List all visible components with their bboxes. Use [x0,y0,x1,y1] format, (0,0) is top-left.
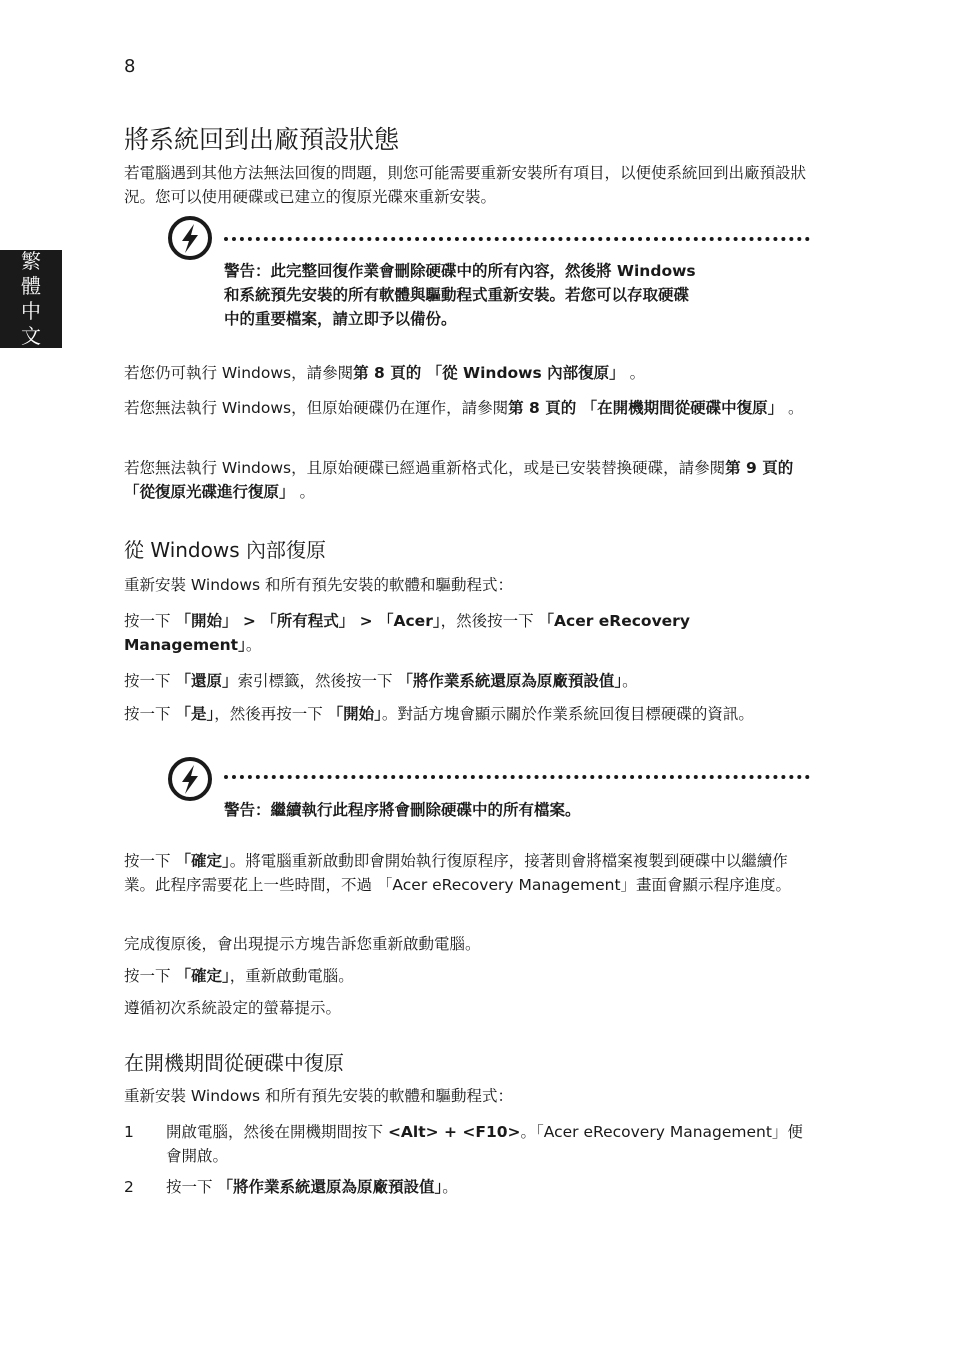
list-number: 1 [124,1123,134,1141]
step-paragraph [124,609,814,657]
text: 按一下 [124,705,176,723]
cross-reference-link[interactable]: 第 8 頁的 「從 Windows 內部復原」 [353,364,625,382]
text: ，然後按一下 [440,612,539,630]
side-tab-char: 文 [21,324,41,348]
text: ，重新啟動電腦。 [229,967,354,985]
text: 。 [294,483,315,501]
intro-paragraph: 若電腦遇到其他方法無法回復的問題，則您可能需要重新安裝所有項目，以便使系統回到出廠預設狀況。您可以使用硬碟或已建立的復原光碟來重新安裝。 [124,164,807,206]
text: 按一下 [124,612,176,630]
text: 。 [622,672,638,690]
warning-divider [224,775,810,779]
page-number: 8 [124,56,136,77]
warning-text [224,259,784,331]
warning-bolt-icon [167,756,213,802]
text: 若您無法執行 Windows，但原始硬碟仍在運作，請參閱 [124,399,509,417]
warning-text: 警告：繼續執行此程序將會刪除硬碟中的所有檔案。 [224,801,581,819]
warning-line: 警告：此完整回復作業會刪除硬碟中的所有內容，然後將 Windows [224,262,696,280]
section-heading: 在開機期間從硬碟中復原 [124,1051,344,1075]
paragraph [124,456,814,504]
text: 索引標籤，然後按一下 [237,672,398,690]
text: 開啟電腦，然後在開機期間按下 [166,1123,388,1141]
side-tab-char: 繁 [21,249,41,273]
text: 按一下 [124,967,176,985]
step-paragraph [124,702,814,726]
key-combo: <Alt> + <F10> [387,1123,521,1141]
paragraph [124,396,814,420]
step-paragraph: 遵循初次系統設定的螢幕提示。 [124,999,342,1017]
cross-reference-link[interactable]: 第 8 頁的 「在開機期間從硬碟中復原」 [508,399,784,417]
ui-label: 「確定」 [175,852,230,870]
text: 。 [245,636,262,654]
ui-label: 「是」 [175,705,215,723]
warning-line: 中的重要檔案，請立即予以備份。 [224,310,457,328]
step-paragraph [124,964,814,988]
cross-reference-link[interactable]: 第 9 頁的 「從復原光碟進行復原」 [124,459,794,501]
section-intro: 重新安裝 Windows 和所有預先安裝的軟體和驅動程式： [124,576,514,594]
section-heading: 從 Windows 內部復原 [124,538,326,562]
step-paragraph: 完成復原後，會出現提示方塊告訴您重新啟動電腦。 [124,935,481,953]
text: 按一下 [124,672,176,690]
ui-label: 「Acer eRecovery Management」 [124,612,690,654]
section-intro: 重新安裝 Windows 和所有預先安裝的軟體和驅動程式： [124,1087,514,1105]
ui-label: 「開始」 > 「所有程式」 > 「Acer」 [175,612,441,630]
text: 。「Acer eRecovery Management」便會開啟。 [166,1123,803,1165]
ui-label: 「將作業系統還原為原廠預設值」 [217,1178,443,1196]
text: 按一下 [124,852,176,870]
language-side-tab [0,250,62,348]
list-text [166,1120,806,1168]
text: 。 [442,1178,458,1196]
page-title: 將系統回到出廠預設狀態 [124,125,400,154]
text: ，然後再按一下 [214,705,328,723]
ui-label: 「將作業系統還原為原廠預設值」 [397,672,623,690]
text: 若您無法執行 Windows，且原始硬碟已經過重新格式化，或是已安裝替換硬碟，請參閱 [124,459,726,477]
side-tab-char: 體 [21,274,41,298]
warning-divider [224,237,810,241]
step-paragraph [124,669,814,693]
list-text [166,1175,806,1199]
text: 按一下 [166,1178,218,1196]
warning-bolt-icon [167,215,213,261]
list-number: 2 [124,1178,134,1196]
text: 。對話方塊會顯示關於作業系統回復目標硬碟的資訊。 [381,705,754,723]
text: 。將電腦重新啟動即會開始執行復原程序，接著則會將檔案複製到硬碟中以繼續作業。此程序需要花上一些時間，不過 「Acer eRecovery Management」畫面會顯示程序進度。 [124,852,792,894]
warning-line: 和系統預先安裝的所有軟體與驅動程式重新安裝。若您可以存取硬碟 [224,286,690,304]
ui-label: 「還原」 [175,672,238,690]
ui-label: 「確定」 [175,967,230,985]
text: 。 [783,399,804,417]
step-paragraph [124,849,814,897]
text: 若您仍可執行 Windows，請參閱 [124,364,354,382]
text: 。 [624,364,646,382]
side-tab-char: 中 [21,299,41,323]
ui-label: 「開始」 [327,705,382,723]
paragraph [124,361,814,385]
